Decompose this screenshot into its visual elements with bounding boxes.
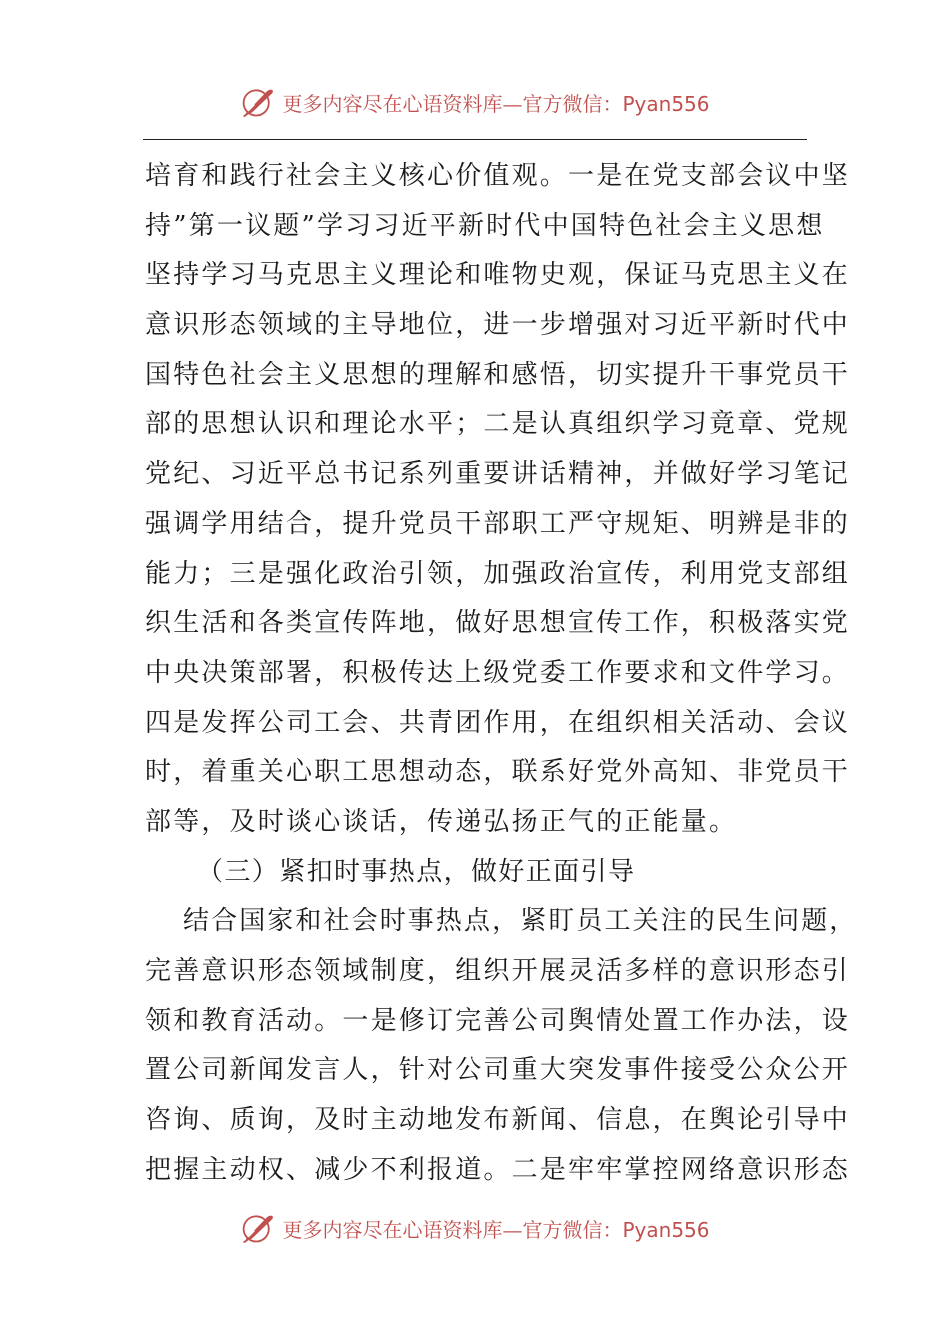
section-heading: （三）紧扣时事热点，做好正面引导 bbox=[197, 856, 636, 887]
body-line: 培育和践行社会主义核心价值观。一是在党支部会议中坚 bbox=[145, 161, 851, 191]
body-line: 时，着重关心职工思想动态，联系好党外高知、非党员干 bbox=[145, 757, 851, 788]
watermark-text bbox=[282, 88, 709, 117]
section-line: 把握主动权、减少不利报道。二是牢牢掌控网络意识形态 bbox=[145, 1154, 851, 1185]
section-line: 领和教育活动。一是修订完善公司舆情处置工作办法，设 bbox=[145, 1005, 851, 1036]
header-watermark bbox=[0, 82, 950, 122]
header-divider bbox=[143, 139, 807, 140]
body-line: 中央决策部署，积极传达上级党委工作要求和文件学习。 bbox=[145, 657, 851, 688]
section-line: 咨询、质询，及时主动地发布新闻、信息，在舆论引导中 bbox=[145, 1105, 851, 1136]
body-line: 坚持学习马克思主义理论和唯物史观，保证马克思主义在 bbox=[145, 260, 851, 291]
body-line: 织生活和各类宣传阵地，做好思想宣传工作，积极落实党 bbox=[145, 608, 851, 639]
body-line: 党纪、习近平总书记系列重要讲话精神，并做好学习笔记 bbox=[145, 459, 851, 490]
body-line: 国特色社会主义思想的理解和感悟，切实提升干事党员干 bbox=[145, 359, 851, 390]
watermark-wechat-id: Pyan556 bbox=[622, 91, 710, 116]
section-line: 完善意识形态领域制度，组织开展灵活多样的意识形态引 bbox=[145, 956, 851, 986]
document-body bbox=[145, 152, 858, 1195]
body-line: 持”第一议题”学习习近平新时代中国特色社会主义思想 bbox=[145, 210, 825, 241]
watermark-prefix: 更多内容尽在心语资料库—官方微信： bbox=[282, 1217, 623, 1242]
body-line: 能力；三是强化政治引领，加强政治宣传，利用党支部组 bbox=[145, 558, 851, 589]
section-line: 置公司新闻发言人，针对公司重大突发事件接受公众公开 bbox=[145, 1055, 851, 1086]
body-line: 四是发挥公司工会、共青团作用，在组织相关活动、会议 bbox=[145, 707, 851, 738]
quill-pen-in-circle-icon bbox=[240, 84, 276, 120]
body-line: 意识形态领域的主导地位，进一步增强对习近平新时代中 bbox=[145, 310, 851, 341]
section-paragraph-first-line: 结合国家和社会时事热点，紧盯员工关注的民生问题， bbox=[183, 906, 858, 937]
body-line: 部等，及时谈心谈话，传递弘扬正气的正能量。 bbox=[145, 806, 738, 837]
watermark-wechat-id: Pyan556 bbox=[622, 1217, 710, 1242]
watermark-text bbox=[282, 1214, 709, 1243]
body-line: 部的思想认识和理论水平；二是认真组织学习竟章、党规 bbox=[145, 409, 851, 440]
footer-watermark bbox=[0, 1208, 950, 1248]
body-line: 强调学用结合，提升党员干部职工严守规矩、明辨是非的 bbox=[145, 508, 851, 539]
quill-pen-in-circle-icon bbox=[240, 1210, 276, 1246]
watermark-prefix: 更多内容尽在心语资料库—官方微信： bbox=[282, 91, 623, 116]
